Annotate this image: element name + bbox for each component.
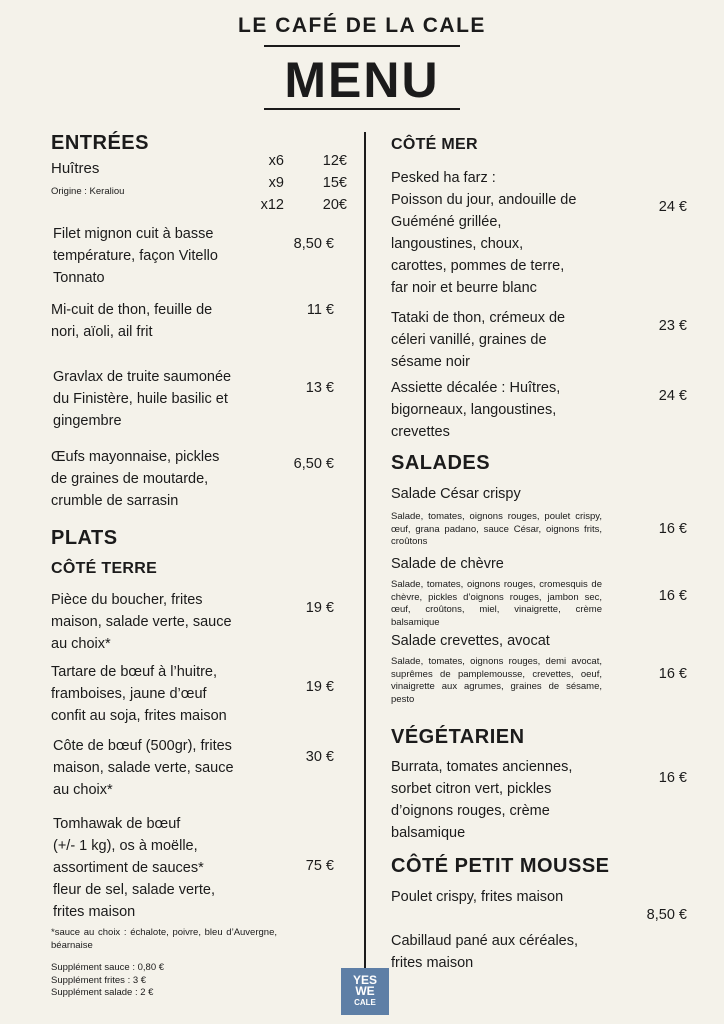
menu-item-name: Burrata, tomates anciennes, sorbet citron vert, pickles d’oignons rouges, crème balsamique (391, 759, 573, 841)
section-title-petit-mousse: CÔTÉ PETIT MOUSSE (391, 855, 610, 877)
menu-item-price: 16 € (658, 521, 687, 537)
supplements-list: Supplément sauce : 0,80 € Supplément frites : 3 € Supplément salade : 2 € (51, 962, 165, 998)
menu-item-price: 6,50 € (293, 456, 334, 472)
menu-item-name: Pièce du boucher, frites maison, salade verte, sauce au choix* (51, 592, 232, 652)
menu-item-name: Cabillaud pané aux céréales, frites maison (391, 933, 579, 971)
menu-item-price: 13 € (305, 380, 334, 396)
oysters-origin: Origine : Keraliou (51, 186, 125, 197)
menu-item-name: Tataki de thon, crémeux de céleri vanillé, graines de sésame noir (391, 310, 566, 370)
menu-item-name: Œufs mayonnaise, pickles de graines de moutarde, crumble de sarrasin (51, 449, 220, 509)
menu-item-price: 19 € (305, 600, 334, 616)
menu-item-price: 75 € (305, 858, 334, 874)
menu-item-name: Gravlax de truite saumonée du Finistère, huile basilic et gingembre (53, 369, 232, 429)
salad-name: Salade César crispy (391, 486, 521, 502)
menu-item-price: 8,50 € (646, 907, 687, 923)
menu-item-name: Assiette décalée : Huîtres, bigorneaux, langoustines, crevettes (391, 380, 561, 440)
menu-item-price: 11 € (306, 302, 334, 318)
menu-item-price: 16 € (658, 588, 687, 604)
page-title: MENU (284, 52, 440, 108)
section-title-plats: PLATS (51, 527, 118, 549)
oyster-qty: x6 (268, 153, 284, 169)
menu-item-price: 24 € (658, 199, 687, 215)
header-rule-bottom (264, 108, 460, 110)
menu-item-price: 24 € (658, 388, 687, 404)
oyster-qty: x12 (260, 197, 284, 213)
column-divider (364, 132, 366, 990)
section-title-entrees: ENTRÉES (51, 132, 149, 154)
menu-item-name: Tartare de bœuf à l’huitre, framboises, jaune d’œuf confit au soja, frites maison (51, 664, 227, 724)
menu-item-price: 23 € (658, 318, 687, 334)
cafe-name: LE CAFÉ DE LA CALE (238, 14, 486, 37)
sauce-note: *sauce au choix : échalote, poivre, bleu d’Auvergne, béarnaise (51, 927, 277, 951)
oyster-price: 20€ (322, 197, 347, 213)
menu-item-name: Tomhawak de bœuf (+/- 1 kg), os à moëlle, assortiment de sauces* fleur de sel, salade verte, frites maison (53, 816, 216, 920)
salad-description: Salade, tomates, oignons rouges, demi avocat, suprêmes de pamplemousse, crevettes, oeuf, vinaigrette aux agrumes, graines de sésame, pesto (391, 656, 602, 705)
subsection-title-mer: CÔTÉ MER (391, 136, 478, 153)
menu-item-name: Côte de bœuf (500gr), frites maison, salade verte, sauce au choix* (53, 738, 234, 798)
oyster-price: 15€ (322, 175, 347, 191)
section-title-salades: SALADES (391, 452, 491, 474)
salad-description: Salade, tomates, oignons rouges, poulet crispy, œuf, grana padano, sauce César, oignons frits, croûtons (391, 511, 602, 547)
header-rule-top (264, 45, 460, 47)
yes-we-cale-logo: YES WE CALE (341, 968, 389, 1015)
subsection-title-terre: CÔTÉ TERRE (51, 560, 158, 577)
oyster-qty: x9 (268, 175, 284, 191)
menu-item-name: Poulet crispy, frites maison (391, 889, 564, 905)
section-title-vegetarien: VÉGÉTARIEN (391, 726, 525, 748)
oyster-price: 12€ (322, 153, 347, 169)
salad-name: Salade crevettes, avocat (391, 633, 550, 649)
menu-item-name: Mi-cuit de thon, feuille de nori, aïoli, ail frit (51, 302, 213, 340)
menu-item-price: 19 € (305, 679, 334, 695)
menu-item-name: Pesked ha farz : Poisson du jour, andouille de Guéméné grillée, langoustines, choux, carottes, pommes de terre, far noir et beurre blanc (391, 170, 577, 296)
menu-item-price: 8,50 € (293, 236, 334, 252)
salad-name: Salade de chèvre (391, 556, 504, 572)
menu-item-name: Filet mignon cuit à basse température, façon Vitello Tonnato (53, 226, 218, 286)
oysters-name: Huîtres (51, 160, 100, 177)
menu-item-price: 30 € (305, 749, 334, 765)
salad-description: Salade, tomates, oignons rouges, cromesquis de chèvre, pickles d’oignons rouges, jambon sec, œuf, croûtons, miel, vinaigrette, crème balsamique (391, 579, 602, 628)
menu-item-price: 16 € (658, 770, 687, 786)
menu-item-price: 16 € (658, 666, 687, 682)
